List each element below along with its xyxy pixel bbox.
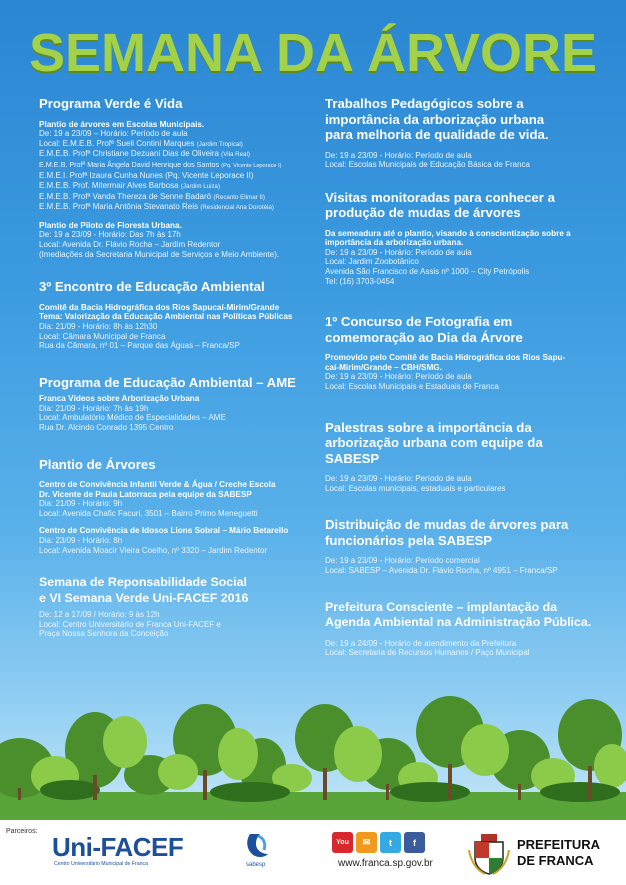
text-line: Local: Avenida Moacir Vieira Coelho, nº 3320 – Jardim Redentor xyxy=(39,545,268,555)
section-plantio-arvores xyxy=(39,457,314,556)
text-note: (Pq. Vicente Leporace I) xyxy=(221,162,282,169)
text-line: Dia: 21/09 - Horário: 9h xyxy=(39,499,123,509)
text-line: De: 19 a 23/09 - Horário: Período de aula xyxy=(325,372,472,382)
partners-label: Parceiros: xyxy=(6,828,38,835)
section-concurso-fotografia xyxy=(325,314,595,391)
section-subheading: Franca Vídeos sobre Arborização Urbana xyxy=(39,394,200,404)
section-subheading: importância da arborização urbana. xyxy=(325,238,464,248)
text-line: E.M.E.B. Profª Maria Ângela David Henrique dos Santos (Pq. Vicente Leporace I) xyxy=(39,159,282,169)
text-line: De: 19 a 24/09 - Horário de atendimento da Prefeitura xyxy=(325,638,517,648)
text-line: E.M.E.B. Prof. Mitermair Alves Barbosa (Jardim Luiza) xyxy=(39,181,221,191)
section-heading: produção de mudas de árvores xyxy=(325,205,521,221)
text-line: E.M.E.B. Profª Christiane Dezuani Dias de Oliveira (Vila Real) xyxy=(39,149,250,159)
section-subheading: Plantio de árvores em Escolas Municipais. xyxy=(39,119,205,129)
right-column xyxy=(325,96,595,658)
prefeitura-line1: PREFEITURA xyxy=(517,837,601,852)
text-line: Praça Nossa Senhora da Conceição xyxy=(39,629,169,639)
unifacef-logo: Uni-FACEF xyxy=(52,832,184,862)
text-line: Local: Escolas Municipais e Estaduais de Franca xyxy=(325,382,499,392)
text-line: Local: Secretaria de Recursos Humanos / Paço Municipal xyxy=(325,648,530,658)
sabesp-label: sabesp xyxy=(246,862,266,868)
prefeitura-label xyxy=(517,837,600,869)
text-line: Local: SABESP – Avenida Dr. Flávio Rocha, nº 4951 – Franca/SP xyxy=(325,565,558,575)
text-line: Dia: 21/09 - Horário: 8h às 12h30 xyxy=(39,321,158,331)
section-heading: arborização urbana com equipe da SABESP xyxy=(325,435,543,466)
section-prefeitura-consciente xyxy=(325,600,595,658)
unifacef-subtitle: Centro Universitário Municipal de Franca xyxy=(54,861,148,867)
text-line: De: 19 a 23/09 – Horário: Período de aula xyxy=(39,129,188,139)
city-crest-icon xyxy=(467,832,511,876)
text-line: De: 19 a 23/09 - Horário: Das 7h às 17h xyxy=(39,230,181,240)
section-distribuicao-mudas xyxy=(325,517,595,575)
section-ame xyxy=(39,375,314,433)
section-heading: Programa Verde é Vida xyxy=(39,96,183,111)
section-subheading: Tema: Valorização da Educação Ambiental nas Políticas Públicas xyxy=(39,312,293,322)
section-heading: funcionários pela SABESP xyxy=(325,532,493,548)
text-line: Tel: (16) 3703-0454 xyxy=(325,276,395,286)
twitter-icon[interactable]: t xyxy=(380,832,401,853)
text-line: Local: Câmara Municipal de Franca xyxy=(39,331,166,341)
text-line: Dia: 21/09 - Horário: 7h às 19h xyxy=(39,403,149,413)
section-heading: 3º Encontro de Educação Ambiental xyxy=(39,279,265,295)
text-line: Local: Escolas municipais, estaduais e particulares xyxy=(325,483,506,493)
section-heading: Agenda Ambiental na Administração Pública. xyxy=(325,615,592,629)
section-responsabilidade-social xyxy=(39,575,314,639)
youtube-icon[interactable]: You xyxy=(332,832,353,853)
text-line: E.M.E.B. Profª Vanda Thereza de Senne Badaró (Recanto Elimar II) xyxy=(39,191,265,201)
text-line: De: 12 a 17/09 / Horário: 9 às 12h xyxy=(39,610,160,620)
left-column xyxy=(39,96,314,639)
section-trabalhos-pedagogicos xyxy=(325,96,595,170)
text-line: Dia: 23/09 - Horário: 8h xyxy=(39,536,123,546)
section-subheading: Centro de Convivência de Idosos Lions Sobral – Mário Betarello xyxy=(39,526,289,536)
section-heading: Semana de Reponsabilidade Social xyxy=(39,575,247,590)
section-heading: Prefeitura Consciente – implantação da xyxy=(325,599,558,614)
section-heading: Visitas monitoradas para conhecer a xyxy=(325,189,555,205)
section-subheading: Comitê da Bacia Hidrográfica dos Rios Sapucaí-Mirim/Grande xyxy=(39,302,280,312)
text-line: Rua da Câmara, nº 01 – Parque das Águas – Franca/SP xyxy=(39,341,240,351)
section-visitas-monitoradas xyxy=(325,190,595,287)
trees-illustration xyxy=(0,680,626,820)
text-line: Rua Dr. Alcindo Conrado 1395 Centro xyxy=(39,422,174,432)
website-link[interactable]: www.franca.sp.gov.br xyxy=(338,858,433,869)
section-subheading: Centro de Convivência Infantil Verde & Água / Creche Escola xyxy=(39,480,276,490)
section-verde-e-vida xyxy=(39,96,314,259)
text-note: (Residencial Ana Dorotéia) xyxy=(200,204,274,212)
prefeitura-line2: DE FRANCA xyxy=(517,853,594,868)
section-heading: comemoração ao Dia da Árvore xyxy=(325,329,523,345)
section-heading: Trabalhos Pedagógicos sobre a xyxy=(325,96,524,111)
section-subheading: Promovido pelo Comitê de Bacia Hidrográfica dos Rios Sapu- xyxy=(325,353,566,363)
text-line: Local: E.M.E.B. Profª Sueli Contini Marques (Jardim Tropical) xyxy=(39,138,243,148)
text-line: De: 19 a 23/09 - Horário: Período de aula xyxy=(325,247,472,257)
text-line: (Imediações da Secretaria Municipal de Serviços e Meio Ambiente). xyxy=(39,249,280,259)
section-heading: Programa de Educação Ambiental – AME xyxy=(39,374,296,390)
section-subheading: Plantio de Piloto de Floresta Urbana. xyxy=(39,220,182,230)
text-line: Local: Centro Universitário de Franca Uni-FACEF e xyxy=(39,619,221,629)
text-line: Local: Avenida Dr. Flávio Rocha – Jardim Redentor xyxy=(39,240,221,250)
footer xyxy=(0,820,626,885)
section-encontro-educacao xyxy=(39,279,314,350)
section-heading: 1º Concurso de Fotografia em xyxy=(325,314,513,330)
section-subheading: caí-Mirim/Grande – CBH/SMG. xyxy=(325,362,442,372)
email-icon[interactable]: ✉ xyxy=(356,832,377,853)
text-line: E.M.E.I. Profª Izaura Cunha Nunes (Pq. Vicente Leporace II) xyxy=(39,171,254,181)
section-subheading: Dr. Vicente de Paula Latorraca pela equipe da SABESP xyxy=(39,489,252,499)
section-heading: e VI Semana Verde Uni-FACEF 2016 xyxy=(39,590,249,605)
text-line: Local: Jardim Zoobotânico xyxy=(325,257,419,267)
text-line: Local: Avenida Chafic Facuri, 3501 – Bairro Primo Meneguetti xyxy=(39,508,258,518)
text-note: (Vila Real) xyxy=(221,151,250,159)
section-heading: importância da arborização urbana xyxy=(325,111,545,127)
text-line: E.M.E.B. Profª Maria Antônia Stevanato Reis (Residencial Ana Dorotéia) xyxy=(39,202,274,212)
text-note: (Jardim Luiza) xyxy=(180,183,221,191)
text-line: De: 19 a 23/09 - Horário: Período de aula xyxy=(325,150,472,160)
text-line: Local: Ambulatório Médico de Especialidades – AME xyxy=(39,413,226,423)
text-note: (Jardim Tropical) xyxy=(196,140,243,148)
sabesp-logo-icon xyxy=(244,832,270,860)
section-heading: Distribuição de mudas de árvores para xyxy=(325,517,569,533)
section-heading: Plantio de Árvores xyxy=(39,456,156,472)
section-heading: Palestras sobre a importância da xyxy=(325,419,532,435)
section-heading: para melhoria de qualidade de vida. xyxy=(325,127,549,142)
text-line: Local: Escolas Municipais de Educação Básica de Franca xyxy=(325,160,530,170)
text-line: Avenida São Francisco de Assis nº 1000 – City Petrópolis xyxy=(325,267,530,277)
section-subheading: Da semeadura até o plantio, visando à conscientização sobre a xyxy=(325,228,571,238)
text-line: De: 19 a 23/09 - Horário: Período comercial xyxy=(325,556,480,566)
text-line: De: 19 a 23/09 - Horário: Período de aula xyxy=(325,474,472,484)
social-icons xyxy=(332,832,425,853)
text-note: (Recanto Elimar II) xyxy=(213,193,265,201)
poster-title: SEMANA DA ÁRVORE xyxy=(28,23,598,83)
facebook-icon[interactable]: f xyxy=(404,832,425,853)
section-palestras xyxy=(325,420,595,494)
